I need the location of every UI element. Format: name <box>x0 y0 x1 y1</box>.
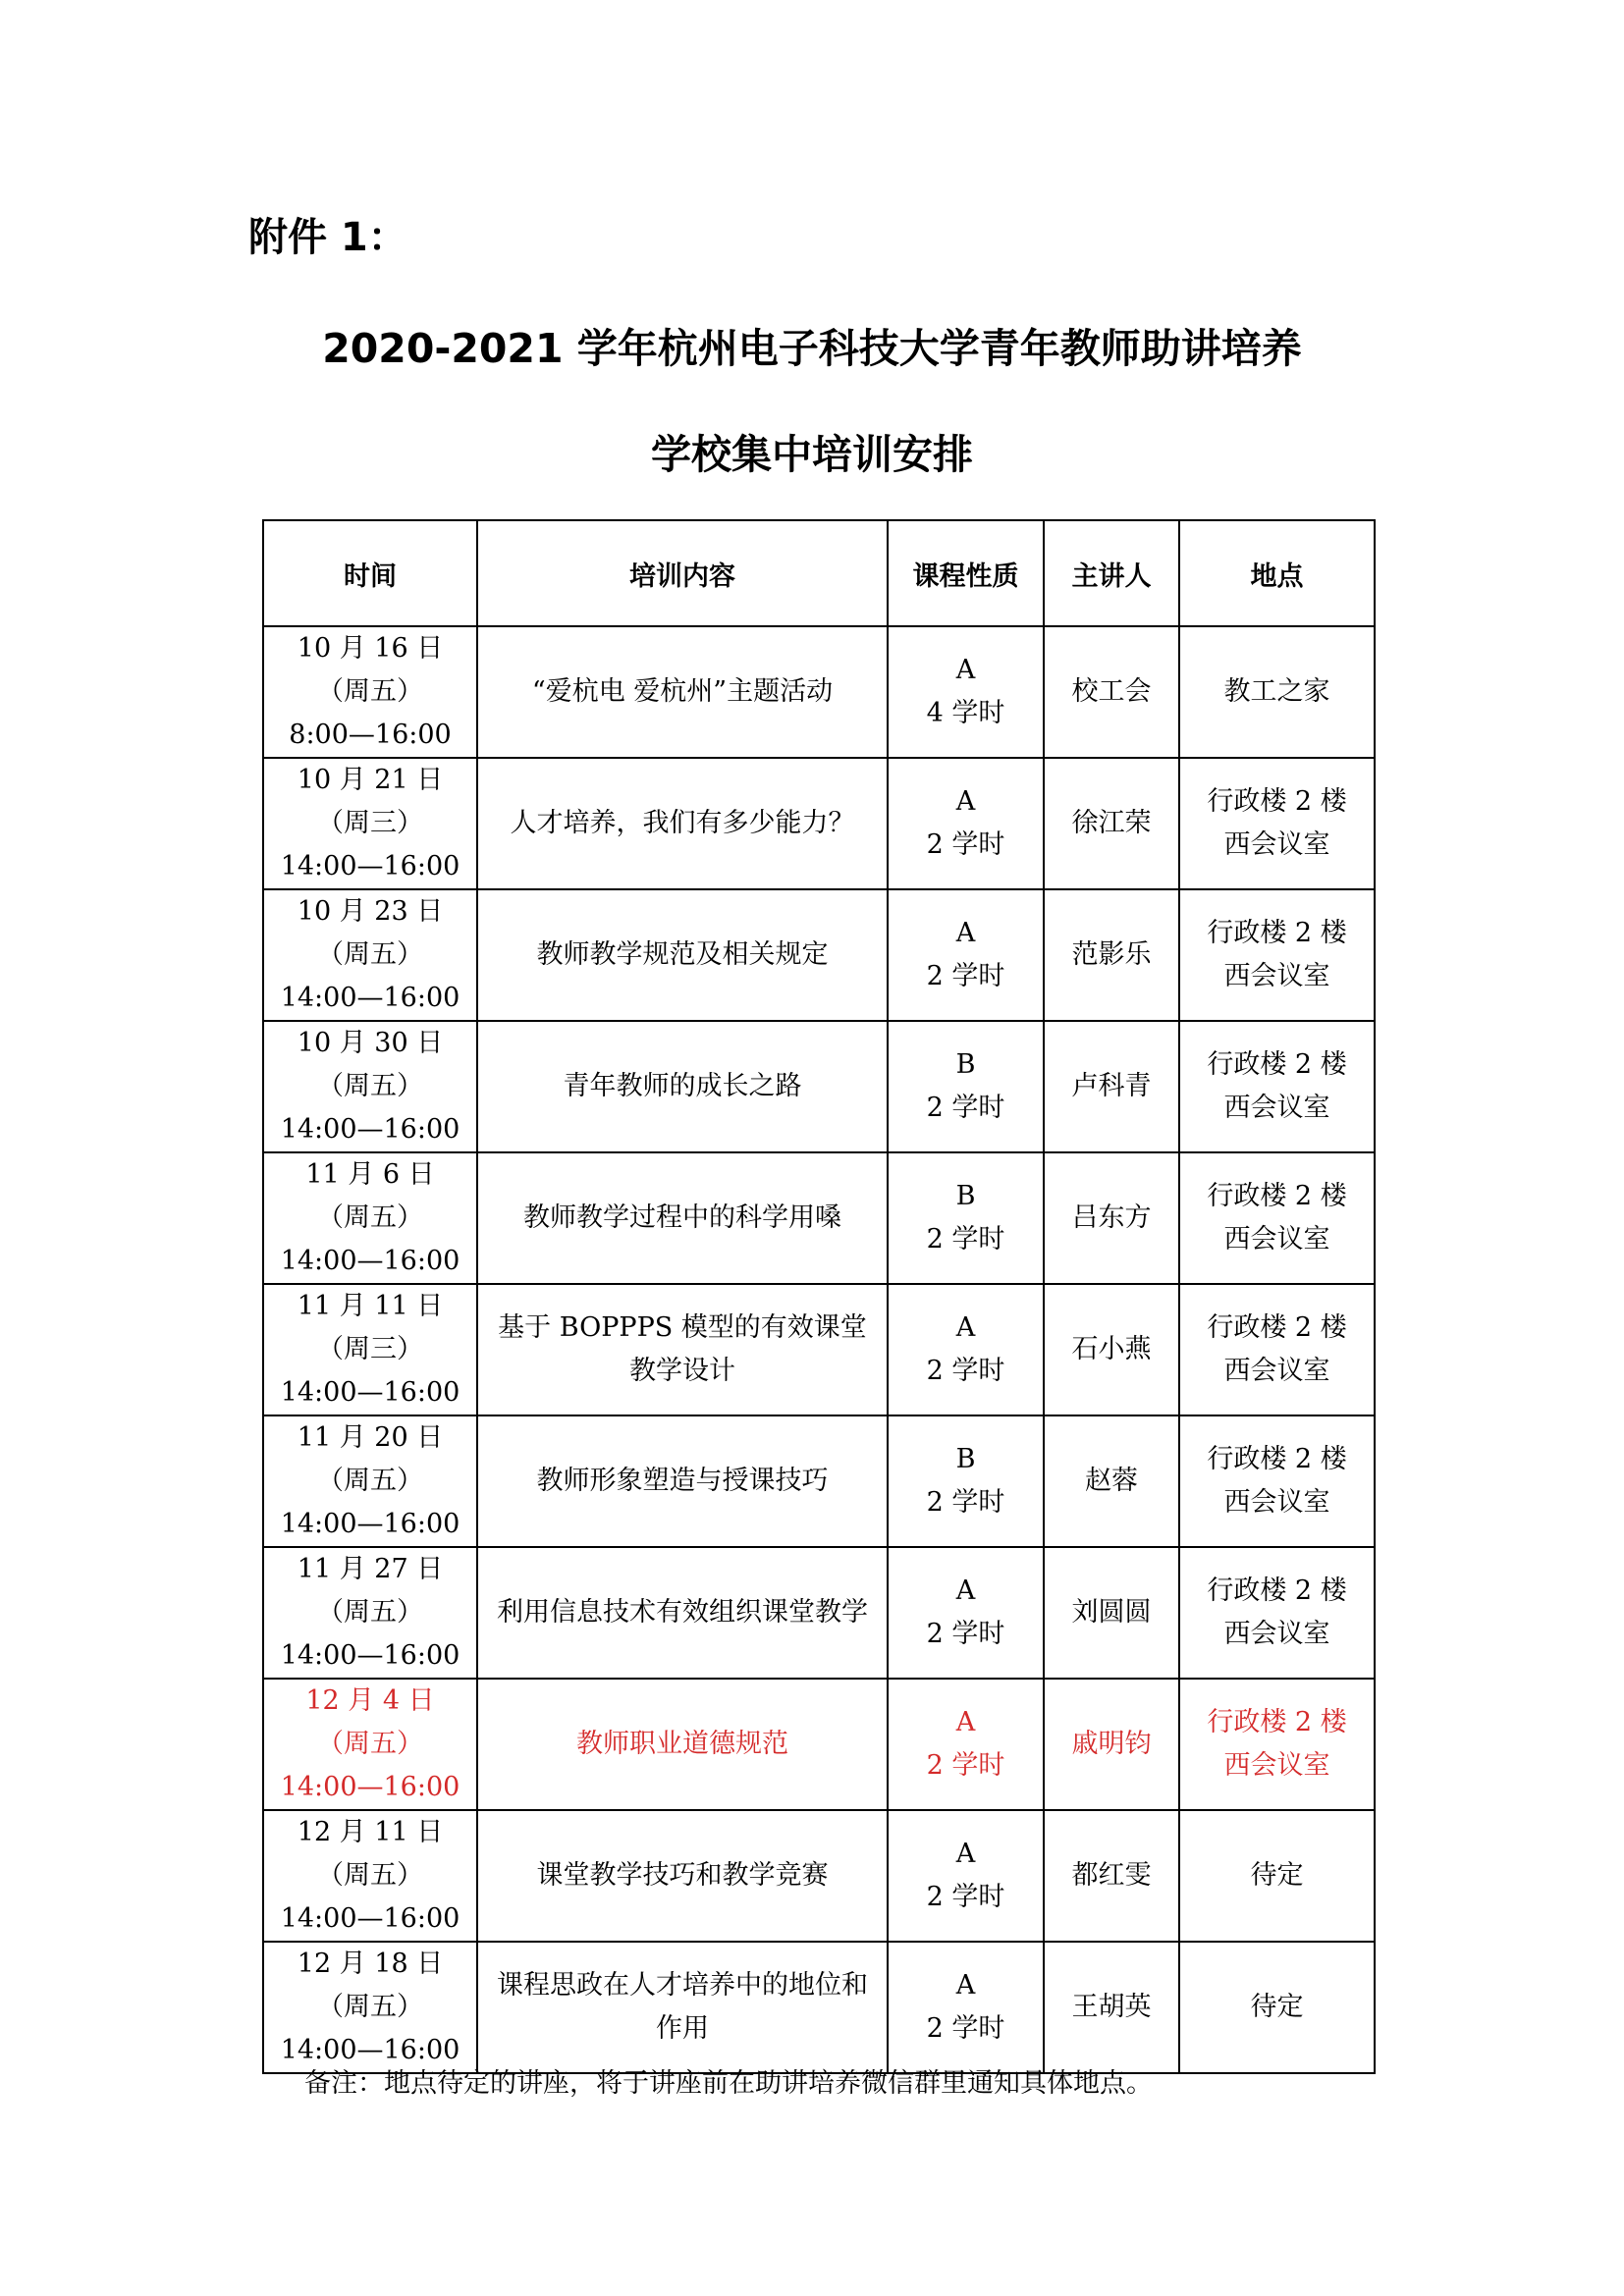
table-row <box>263 1547 1375 1679</box>
location-line-2: 西会议室 <box>1223 1750 1330 1781</box>
time-time: 14:00—16:00 <box>280 2035 460 2065</box>
cell-time <box>263 1284 477 1415</box>
location-line-1: 行政楼 2 楼 <box>1207 1312 1347 1343</box>
table-row <box>263 1021 1375 1152</box>
time-time: 14:00—16:00 <box>280 1377 460 1408</box>
time-date: 11 月 20 日 <box>297 1422 444 1453</box>
cell-course-type <box>888 1152 1044 1284</box>
time-weekday: （周五） <box>317 1597 423 1628</box>
header-location: 地点 <box>1179 520 1375 626</box>
attachment-label: 附件 1： <box>248 215 407 260</box>
cell-time <box>263 758 477 889</box>
cell-location <box>1179 1415 1375 1547</box>
cell-content: 教师教学过程中的科学用嗓 <box>477 1152 888 1284</box>
training-schedule-table <box>262 519 1376 2074</box>
course-type-code: A <box>955 786 976 817</box>
time-date: 10 月 30 日 <box>297 1028 444 1058</box>
cell-content: 人才培养，我们有多少能力？ <box>477 758 888 889</box>
cell-course-type <box>888 758 1044 889</box>
table-row <box>263 889 1375 1021</box>
course-hours: 2 学时 <box>926 1356 1005 1386</box>
cell-time <box>263 626 477 758</box>
time-time: 14:00—16:00 <box>280 983 460 1013</box>
location-line-2: 西会议室 <box>1223 829 1330 860</box>
cell-speaker: 石小燕 <box>1044 1284 1179 1415</box>
location-line-1: 行政楼 2 楼 <box>1207 1049 1347 1080</box>
time-date: 12 月 4 日 <box>305 1685 435 1716</box>
course-type-code: A <box>955 1839 976 1869</box>
time-weekday: （周五） <box>317 1729 423 1759</box>
course-type-code: A <box>955 1707 976 1737</box>
cell-course-type <box>888 889 1044 1021</box>
time-time: 8:00—16:00 <box>289 720 452 750</box>
time-date: 11 月 27 日 <box>297 1554 444 1584</box>
time-weekday: （周五） <box>317 1466 423 1496</box>
footnote: 备注：地点待定的讲座，将于讲座前在助讲培养微信群里通知具体地点。 <box>304 2068 1153 2099</box>
course-hours: 2 学时 <box>926 829 1005 860</box>
time-weekday: （周五） <box>317 1071 423 1101</box>
location-line-2: 西会议室 <box>1223 1487 1330 1518</box>
header-time: 时间 <box>263 520 477 626</box>
time-time: 14:00—16:00 <box>280 1640 460 1671</box>
time-date: 11 月 6 日 <box>305 1159 435 1190</box>
cell-content: 教师教学规范及相关规定 <box>477 889 888 1021</box>
cell-speaker: 范影乐 <box>1044 889 1179 1021</box>
header-content: 培训内容 <box>477 520 888 626</box>
cell-location <box>1179 1021 1375 1152</box>
course-hours: 2 学时 <box>926 1093 1005 1123</box>
cell-time <box>263 889 477 1021</box>
cell-time <box>263 1021 477 1152</box>
table-body <box>263 626 1375 2073</box>
cell-location <box>1179 1942 1375 2073</box>
cell-time <box>263 1152 477 1284</box>
cell-speaker: 赵蓉 <box>1044 1415 1179 1547</box>
time-weekday: （周三） <box>317 808 423 838</box>
table-row <box>263 1679 1375 1810</box>
time-date: 10 月 21 日 <box>297 765 444 795</box>
cell-time <box>263 1415 477 1547</box>
location-line-1: 行政楼 2 楼 <box>1207 1444 1347 1474</box>
location-line-1: 行政楼 2 楼 <box>1207 1181 1347 1211</box>
course-type-code: A <box>955 1312 976 1343</box>
cell-speaker: 徐江荣 <box>1044 758 1179 889</box>
course-hours: 2 学时 <box>926 1750 1005 1781</box>
time-weekday: （周五） <box>317 1992 423 2022</box>
cell-location <box>1179 1152 1375 1284</box>
location-line-1: 教工之家 <box>1223 676 1330 707</box>
time-time: 14:00—16:00 <box>280 1772 460 1802</box>
time-weekday: （周五） <box>317 939 423 970</box>
location-line-1: 行政楼 2 楼 <box>1207 918 1347 948</box>
table-row <box>263 626 1375 758</box>
cell-course-type <box>888 1547 1044 1679</box>
cell-speaker: 卢科青 <box>1044 1021 1179 1152</box>
time-date: 11 月 11 日 <box>297 1291 444 1321</box>
cell-location <box>1179 1547 1375 1679</box>
cell-speaker: 校工会 <box>1044 626 1179 758</box>
time-time: 14:00—16:00 <box>280 1114 460 1145</box>
time-time: 14:00—16:00 <box>280 1509 460 1539</box>
course-hours: 2 学时 <box>926 1619 1005 1649</box>
course-hours: 2 学时 <box>926 1487 1005 1518</box>
cell-speaker: 都红雯 <box>1044 1810 1179 1942</box>
time-date: 10 月 16 日 <box>297 633 444 664</box>
cell-course-type <box>888 626 1044 758</box>
location-line-1: 行政楼 2 楼 <box>1207 1707 1347 1737</box>
time-date: 12 月 11 日 <box>297 1817 444 1847</box>
table-row <box>263 1152 1375 1284</box>
location-line-1: 行政楼 2 楼 <box>1207 1575 1347 1606</box>
cell-course-type <box>888 1284 1044 1415</box>
course-type-code: A <box>955 1970 976 2001</box>
table-row <box>263 1810 1375 1942</box>
course-type-code: A <box>955 1575 976 1606</box>
location-line-2: 西会议室 <box>1223 961 1330 991</box>
cell-content: 利用信息技术有效组织课堂教学 <box>477 1547 888 1679</box>
cell-content: 基于 BOPPPS 模型的有效课堂教学设计 <box>477 1284 888 1415</box>
cell-location <box>1179 889 1375 1021</box>
cell-content: 课程思政在人才培养中的地位和作用 <box>477 1942 888 2073</box>
time-time: 14:00—16:00 <box>280 851 460 881</box>
cell-time <box>263 1547 477 1679</box>
course-hours: 2 学时 <box>926 1224 1005 1255</box>
cell-speaker: 刘圆圆 <box>1044 1547 1179 1679</box>
cell-content: 课堂教学技巧和教学竞赛 <box>477 1810 888 1942</box>
course-type-code: B <box>955 1049 976 1080</box>
cell-time <box>263 1810 477 1942</box>
course-type-code: A <box>955 918 976 948</box>
cell-content: “爱杭电 爱杭州”主题活动 <box>477 626 888 758</box>
location-line-1: 行政楼 2 楼 <box>1207 786 1347 817</box>
cell-course-type <box>888 1942 1044 2073</box>
time-weekday: （周五） <box>317 1860 423 1891</box>
table-row <box>263 758 1375 889</box>
time-weekday: （周三） <box>317 1334 423 1364</box>
location-line-2: 西会议室 <box>1223 1093 1330 1123</box>
table-row <box>263 1942 1375 2073</box>
cell-content: 青年教师的成长之路 <box>477 1021 888 1152</box>
cell-time <box>263 1942 477 2073</box>
course-hours: 2 学时 <box>926 2013 1005 2044</box>
cell-location <box>1179 758 1375 889</box>
cell-location <box>1179 626 1375 758</box>
location-line-1: 待定 <box>1250 1992 1304 2022</box>
document-title-line-1: 2020-2021 学年杭州电子科技大学青年教师助讲培养 <box>322 325 1302 372</box>
course-type-code: B <box>955 1444 976 1474</box>
course-type-code: A <box>955 655 976 685</box>
table-row <box>263 1284 1375 1415</box>
cell-course-type <box>888 1415 1044 1547</box>
location-line-2: 西会议室 <box>1223 1619 1330 1649</box>
location-line-2: 西会议室 <box>1223 1224 1330 1255</box>
time-date: 10 月 23 日 <box>297 896 444 927</box>
cell-location <box>1179 1810 1375 1942</box>
header-course-type: 课程性质 <box>888 520 1044 626</box>
cell-speaker: 王胡英 <box>1044 1942 1179 2073</box>
location-line-2: 西会议室 <box>1223 1356 1330 1386</box>
cell-location <box>1179 1284 1375 1415</box>
time-time: 14:00—16:00 <box>280 1903 460 1934</box>
cell-content: 教师职业道德规范 <box>477 1679 888 1810</box>
cell-speaker: 戚明钧 <box>1044 1679 1179 1810</box>
cell-speaker: 吕东方 <box>1044 1152 1179 1284</box>
time-date: 12 月 18 日 <box>297 1949 444 1979</box>
cell-course-type <box>888 1810 1044 1942</box>
table-header-row <box>263 520 1375 626</box>
cell-course-type <box>888 1679 1044 1810</box>
time-weekday: （周五） <box>317 1202 423 1233</box>
location-line-1: 待定 <box>1250 1860 1304 1891</box>
cell-time <box>263 1679 477 1810</box>
table-row <box>263 1415 1375 1547</box>
cell-content: 教师形象塑造与授课技巧 <box>477 1415 888 1547</box>
time-weekday: （周五） <box>317 676 423 707</box>
header-speaker: 主讲人 <box>1044 520 1179 626</box>
cell-course-type <box>888 1021 1044 1152</box>
course-type-code: B <box>955 1181 976 1211</box>
course-hours: 2 学时 <box>926 1882 1005 1912</box>
cell-location <box>1179 1679 1375 1810</box>
course-hours: 4 学时 <box>926 698 1005 728</box>
time-time: 14:00—16:00 <box>280 1246 460 1276</box>
course-hours: 2 学时 <box>926 961 1005 991</box>
document-title-line-2: 学校集中培训安排 <box>651 431 973 478</box>
